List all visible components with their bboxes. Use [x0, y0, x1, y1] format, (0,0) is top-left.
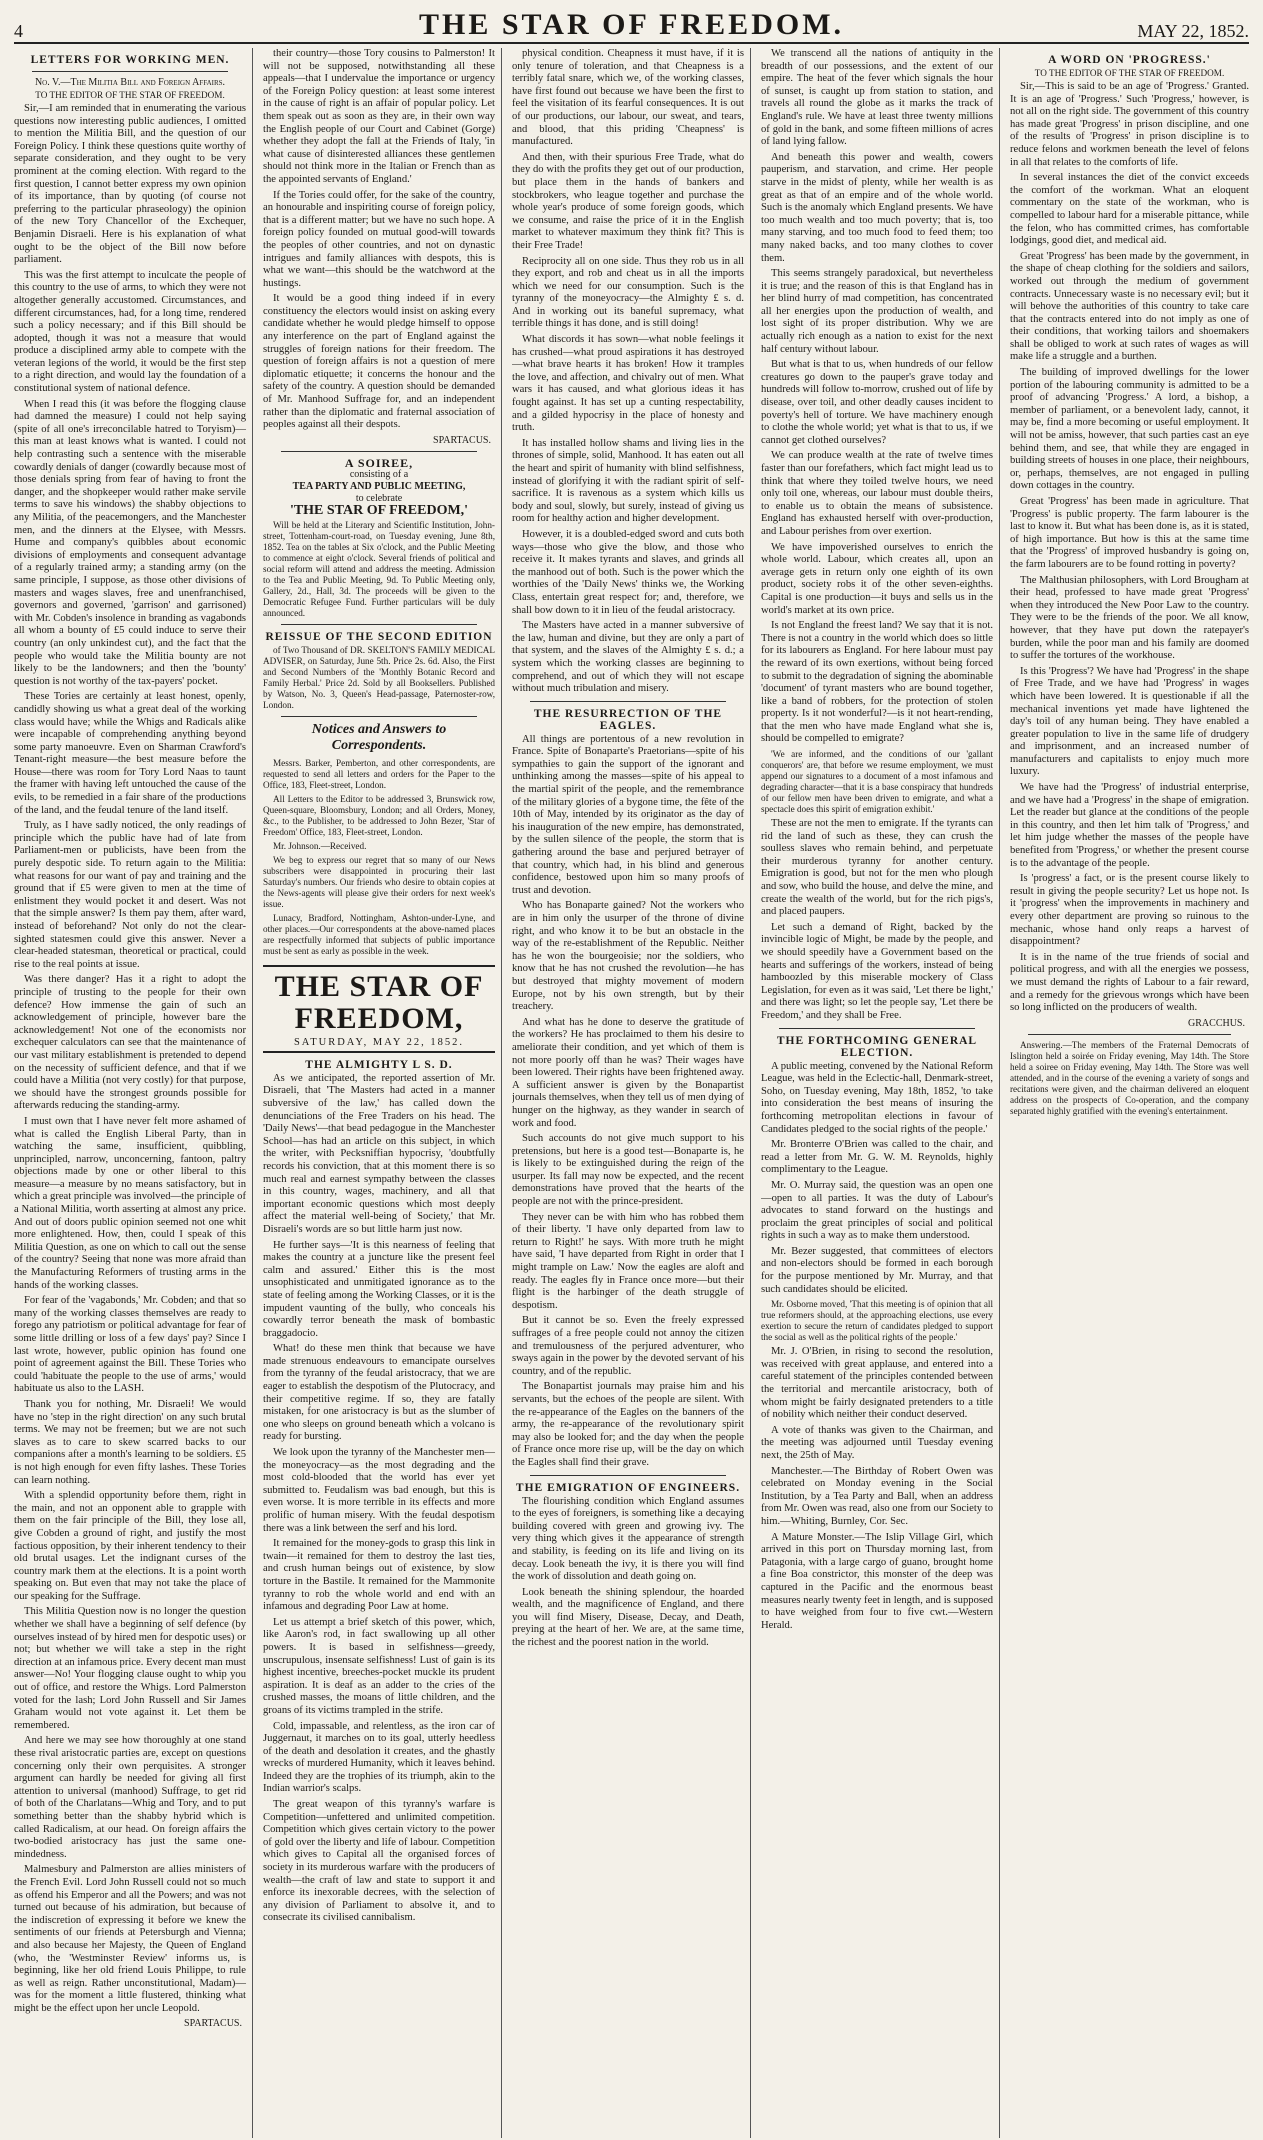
article-title: THE FORTHCOMING GENERAL ELECTION. [776, 1034, 978, 1059]
article-title: THE EMIGRATION OF ENGINEERS. [515, 1481, 741, 1494]
notice-item: Messrs. Barker, Pemberton, and other correspondents, are requested to send all letters and orders for the Paper to the Office, 183, Fleet-street, London. [263, 757, 495, 790]
paragraph: If the Tories could offer, for the sake of the country, an honourable and inspiriting course of foreign policy, that is a different matter; but we have no such hope. A foreign policy founded on mutual good-will towards the peoples of other countries, and not on dynastic intrigues and family alliances with despots, this is what we want—this should be the watchword at the hustings. [263, 189, 495, 289]
paragraph: It would be a good thing indeed if in every constituency the electors would insist on asking every candidate whether he would pledge himself to oppose any interference on the part of England against the struggles of foreign nations for their freedom. The question of foreign affairs is not a question of mere diplomatic etiquette; it concerns the honour and the safety of the country. A question should be demanded of Mr. Manhood Suffrage for, and an independent rather than the diplomatic and fraternal association of peoples against all their despots. [263, 293, 495, 431]
paragraph: However, it is a doubled-edged sword and cuts both ways—those who give the blow, and those who receive it. It makes tyrants and slaves, and grinds all the manhood out of both. Such is the power which the worthies of the 'Daily News' thinks we, the Working Class, entertain great respect for; and, therefore, we shall bow down to it in lieu of the feudal aristocracy. [512, 528, 744, 616]
quoted-paragraph: 'We are informed, and the conditions of our 'gallant conquerors' are, that before we resume employment, we must append our signatures to a document of a most infamous and degrading character—that it is a base conspiracy that hundreds of our fellow men have been driven to emigrate, and what a spectacle does this spirit of emigration exhibit.' [761, 749, 993, 815]
column-1 [14, 48, 253, 2138]
divider [32, 71, 228, 72]
section-date: SATURDAY, MAY 22, 1852. [263, 1037, 495, 1053]
paragraph: With a splendid opportunity before them, right in the main, and not an opponent able to grapple with them on the fair principle of the Bill, they lose all, give Cobden a ground of right, and justify the most factious opposition, by their inherent tendency to their old brutal usages. Let the indignant curses of the country mark them at the elections. It is a point worth speaking on. But even that may not take the place of our speaking for the Suffrage. [14, 1490, 246, 1602]
paragraph: We transcend all the nations of antiquity in the breadth of our possessions, and the extent of our empire. The heat of the fever which signals the hour of sunset, is caught up from station to station, and travels all round the globe as it marks the track of England's rule. We have at least three twenty millions of gold in the bank, and some fifteen millions of acres of land lying fallow. [761, 48, 993, 148]
paragraph: He further says—'It is this nearness of feeling that makes the country at a juncture like the present feel calm and assured.' Either this is the most unsophisticated and unmitigated ignorance as to the state of feeling among the Working Classes, or it is the impudent vaunting of the bully, who conceals his cowardly terror beneath the mask of bombastic braggadocio. [263, 1239, 495, 1339]
notice-line: consisting of a [349, 468, 409, 480]
paragraph: A public meeting, convened by the National Reform League, was held in the Eclectic-hall, Denmark-street, Soho, on Tuesday evening, May 18th, 1852, 'to take into consideration the best means of insuring the forthcoming metropolitan elections in favour of Candidates pledged to the social rights of the people.' [761, 1060, 993, 1135]
page-number: 4 [14, 21, 23, 41]
reissue-title: REISSUE OF THE SECOND EDITION [265, 630, 493, 643]
paragraph: In several instances the diet of the convict exceeds the comfort of the workman. What an eloquent commentary on the state of the workman, who is compelled to labour hard for a miserable pittance, while the felon, who has committed crimes, has comfortable lodgings, good diet, and medical aid. [1010, 172, 1249, 247]
newspaper-title: THE STAR OF FREEDOM. [418, 8, 845, 41]
paragraph: And then, with their spurious Free Trade, what do they do with the profits they get out of our production, but place them in the hands of bankers and stockbrokers, who league together and purchase the whole year's produce of some foreign goods, which we consume, and raise the price of it in the English market to whatever maximum they think fit? This is their Free Trade! [512, 151, 744, 251]
paragraph: What discords it has sown—what noble feelings it has crushed—what proud aspirations it has destroyed—what brave hearts it has broken! How it tramples the love, and affection, and chivalry out of men. What wars it has caused, and what glorious ideas it has fought against. It has set up a cunting respectability, and a gilded hypocrisy in the place of honesty and truth. [512, 334, 744, 434]
notice-item: Mr. Johnson.—Received. [273, 840, 367, 851]
column-5 [1010, 48, 1249, 2138]
notice-line: TEA PARTY AND PUBLIC MEETING, [292, 480, 466, 492]
paragraph: And what has he done to deserve the gratitude of the workers? He has proclaimed to them his desire to ameliorate their condition, and yet which of them is not more poorly off than he was? Their wages have been lowered. Their rights have been frightened away. A sufficient answer is given by the Bonapartist journals themselves, when they tell us of men dying of hunger on the highway, as they wander in search of work and food. [512, 1016, 744, 1129]
paragraph: We have impoverished ourselves to enrich the whole world. Labour, which creates all, upon an average gets in return only one eighth of its own product, society robs it of the other seven-eighths. Capital is one production—it buys and sells us in the world's market at its own price. [761, 541, 993, 616]
paragraph: And beneath this power and wealth, cowers pauperism, and starvation, and crime. Her people starve in the midst of plenty, while her wealth is as great as that of an empire and of the whole world. Such is the anomaly which England presents. We have too much wealth and too much poverty; that is, too many starving, and too much food to feed them; too many naked backs, and too many clothes to cover them. [761, 151, 993, 264]
notices-heading: Notices and Answers to Correspondents. [311, 721, 447, 753]
paragraph: Let us attempt a brief sketch of this power, which, like Aaron's rod, in fact swallowing up all other powers. It is based in selfishness—greedy, unscrupulous, insensate selfishness! Lust of gain is its highest incentive, breeches-pocket muckle its prudent aspiration. It is deaf as an adder to the cries of the crushed masses, the moans of little children, and the groans of its victims trampled in the strife. [263, 1616, 495, 1716]
paragraph: The great weapon of this tyranny's warfare is Competition—unfettered and unlimited competition. Competition which gives certain victory to the power of gold over the liberty and life of labour. Competition which gives to Capital all the organised forces of society in its murderous warfare with the producers of wealth—the craft of law and state to support it and enforce its inexorable decrees, with the selection of any division of Parliament to absolve it, and to consecrate its civilised cannibalism. [263, 1799, 495, 1924]
paragraph: The building of improved dwellings for the lower portion of the labouring community is admitted to be a proof of advancing 'Progress.' A lord, a bishop, a member of parliament, or a benevolent lady, cannot, it may be, find a more becoming or useful employment. It will not be amiss, however, that such parties cast an eye behind them, and see, that while they are engaged in building streets of houses in one place, their neighbours, or, perhaps, themselves, are not engaged in pulling down cottages in the country. [1010, 367, 1249, 492]
divider [530, 701, 726, 702]
to-editor: TO THE EDITOR OF THE STAR OF FREEDOM. [35, 90, 225, 100]
paragraph: Look beneath the shining splendour, the hoarded wealth, and the magnificence of England, and there you will find Misery, Disease, Decay, and Death, preying at the heart of her. We are, at the same time, the richest and the poorest nation in the world. [512, 1586, 744, 1649]
divider [530, 1475, 726, 1476]
paragraph: What! do these men think that because we have made strenuous endeavours to emancipate ourselves from the tyranny of the feudal aristocracy, that we are eager to establish the despotism of the Plutocracy, and their competitive regime. If so, they are fatally mistaken, for one aristocracy is but as the slumber of one who sleeps on ground beneath which a volcano is ready for bursting. [263, 1343, 495, 1443]
paragraph: They never can be with him who has robbed them of their liberty. 'I have only departed from law to return to Right!' he says. With more truth he might have said, 'I have departed from Right in order that I might trample on Law.' Now the eagles are aloft and ready. The eagles fly in France once more—but their flight is the harbinger of the death struggle of despotism. [512, 1211, 744, 1311]
paragraph: This Militia Question now is no longer the question whether we shall have a beginning of self defence (by ourselves instead of by hired men for despotic uses) or not; but whether we will take a step in the right direction at an infamous price. Every decent man must answer—No! Your flogging clause ought to whip you out of office, and restore the Whigs. Lord Palmerston voted for the lash; Lord John Russell and Sir James Graham would not vote against it. Let them be remembered. [14, 1606, 246, 1731]
footnote: Answering.—The members of the Fraternal Democrats of Islington held a soirée on Friday evening, May 14th. The Store held a soiree on Friday evening, May 14th. The Store was well attended, and in the course of the evening a variety of songs and recitations were given, and the chairman delivered an eloquent address on the prospects of Co-operation, and the company separated highly gratified with the evening's entertainment. [1010, 1039, 1249, 1116]
divider [281, 451, 477, 452]
progress-heading: A WORD ON 'PROGRESS.' [1048, 54, 1211, 66]
reissue-body: of Two Thousand of DR. SKELTON'S FAMILY MEDICAL ADVISER, on Saturday, June 5th. Price 2s. 6d. Also, the First and Second Numbers of the 'Monthly Botanic Record and Family Herbal.' Price 2d. Sold by all Booksellers. Published by Watson, No. 3, Queen's Head-passage, Paternoster-row, London. [263, 644, 495, 710]
paragraph: Is 'progress' a fact, or is the present course likely to result in giving the people security? Let us hope not. Is it 'progress' when the improvements in machinery and every other department are proving so ruinous to the mechanic, whose hand only reaps a harvest of disappointment? [1010, 873, 1249, 948]
to-editor: TO THE EDITOR OF THE STAR OF FREEDOM. [1034, 68, 1225, 78]
paragraph: We can produce wealth at the rate of twelve times faster than our forefathers, which fact might lead us to think that where they toiled twelve hours, we need only toil one, whereas, our labour must double theirs, to enable us to obtain the means of subsistence. England has exhausted herself with over-production, and Labour perishes from over exertion. [761, 450, 993, 537]
paragraph: We look upon the tyranny of the Manchester men—the moneyocracy—as the most degrading and the most cold-blooded that the world has ever yet submitted to. Feudalism was bad enough, but this is even worse. It is more terrible in its effects and more prolific of human misery. With the feudal despotism there was a link between the serf and his lord. [263, 1447, 495, 1534]
notice-item: All Letters to the Editor to be addressed 3, Brunswick row, Queen-square, Bloomsbury, London; and all Orders, Money, &c., to the Publisher, to be addressed to John Bezer, 'Star of Freedom' Office, 183, Fleet-street, London. [263, 793, 495, 837]
notice-body: Will be held at the Literary and Scientific Institution, John-street, Tottenham-court-road, on Tuesday evening, June 8th, 1852. Tea on the tables at Six o'clock, and the Public Meeting to commence at eight o'clock. Several friends of political and social reform will attend and address the meeting. Admission to the Tea and Public Meeting, 9d. To Public Meeting only, Gallery, 2d., Hall, 3d. The proceeds will be given to the Democratic Refugee Fund. Further particulars will be duly announced. [263, 519, 495, 618]
paragraph: A vote of thanks was given to the Chairman, and the meeting was adjourned until Tuesday evening next, the 25th of May. [761, 1424, 993, 1461]
signoff: SPARTACUS. [433, 434, 491, 446]
paragraph: The Masters have acted in a manner subversive of the law, human and divine, but they are only a part of that system, and the slaves of the Almighty £ s. d.; a system which the working classes are beginning to comprehend, and out of which they will not escape without much tribulation and misery. [512, 620, 744, 695]
paragraph: It has installed hollow shams and living lies in the thrones of simple, solid, Manhood. It has eaten out all the heart and spirit of humanity with blind selfishness, instead of glorifying it with the radiant spirit of self-sacrifice. It is ravenous as a system which kills us body and soul, slowly, but surely, instead of giving us room for healthy action and higher development. [512, 437, 744, 525]
paragraph: All things are portentous of a new revolution in France. Spite of Bonaparte's Praetorians—spite of his sympathies to gain the support of the ignorant and unthinking among the masses—spite of his appeal to the martial spirit of the people, and the remembrance of the military glories of a bygone time, the fête of the 10th of May, intended by its originator as the day of his inauguration of the new empire, has demonstrated, by the sullen silence of the people, the storm that is gathering around the base and perjured betrayer of that country, which had, in his blind and generous confidence, bestowed upon him so many proofs of trust and devotion. [512, 733, 744, 896]
column-3 [512, 48, 751, 2138]
notice-line: to celebrate [355, 492, 403, 504]
divider [281, 716, 477, 717]
paragraph: physical condition. Cheapness it must have, if it is only tenure of toleration, and that Cheapness is a terribly fatal snare, which we, of the working classes, have first found out because we have been the first to feel the visitation of its fearful consequences. It is out of our productions, our labour, our sweat, and tears, and blood, that this priding 'Cheapness' is manufactured. [512, 48, 744, 148]
paragraph: Sir,—I am reminded that in enumerating the various questions now interesting public audiences, I omitted to mention the Militia Bill, and the question of our Foreign Policy. I think these questions quite worthy of separate consideration, and they ought to be very prominent at the coming election. With regard to the first question, I cannot better express my own opinion of its importance, than by quoting (of course not preferring to the particular phraseology) the opinion of the new Tory Chancellor of the Exchequer, Benjamin Disraeli. Here is his explanation of what ought to be the object of the Bill now before parliament. [14, 103, 246, 266]
divider [779, 1028, 975, 1029]
paragraph: Sir,—This is said to be an age of 'Progress.' Granted. It is an age of 'Progress.' Such 'Progress,' however, is not all on the right side. The government of this country has made great 'Progress' in prison discipline, and one of the results of 'Progress' in prison discipline is to reduce felons and workmen beneath the level of felons in all that relates to the comforts of life. [1010, 81, 1249, 168]
notice-line: 'THE STAR OF FREEDOM,' [289, 502, 469, 518]
paragraph: It remained for the money-gods to grasp this link in twain—it remained for them to destroy the last ties, and crush human beings out of existence, by slow torture in the Bastile. It remained for the Mammonite tyranny to rob the whole world and end with an infamous and degrading Poor Law at home. [263, 1538, 495, 1613]
columns [14, 48, 1249, 2138]
paragraph: Truly, as I have sadly noticed, the only readings of principle which the public have had of late from Parliament-men or publicists, have been from the purely despotic side. To return again to the Militia: what reasons for our want of pay and training and the ground that if £5 were given to men at the time of enlistment they would pocket it and desert. Was not that the simple answer? Is them pay them, after ward, instead of beforehand? Not only do not the clear-sighted statesmen could give this answer. Never a clear-headed statesman, theoretical or practical, could rise to the real points at issue. [14, 820, 246, 970]
paragraph: Was there danger? Has it a right to adopt the principle of trusting to the people for their own defence? How immense the gain of such an acknowledgement of principle, however bare the acknowledgement! Not one of the economists nor exchequer calculators can see that the maintenance of our vast military establishment is pretended to depend on the necessity of sufficient defence, and that if we could have a Militia (not very costly) for that purpose, we should have the strongest grounds possible for afterwards reducing the standing-army. [14, 974, 246, 1112]
paragraph: It is in the name of the true friends of social and political progress, and with all the energies we possess, we must demand the rights of Labour to a fair reward, and a remedy for the grievous wrongs which have been so long inflicted on the producers of wealth. [1010, 951, 1249, 1014]
paragraph: Mr. Bezer suggested, that committees of electors and non-electors should be formed in each borough for the purpose mentioned by Mr. Murray, and that such candidates should be elicited. [761, 1245, 993, 1295]
paragraph: As we anticipated, the reported assertion of Mr. Disraeli, that 'The Masters had acted in a manner subversive of the law,' has called down the denunciations of the Free Traders on his head. The 'Daily News'—that bead pedagogue in the Manchester School—has had an article on this subject, in which the writer, with Pecksniffian hypocrisy, 'doubtfully records his conviction, that at this moment there is so much real and earnest sympathy between the classes in this country, wages, machinery, and all that important economic questions which most deeply affect the material well-being of Society,' that Mr. Disraeli's words are so but little harm just now. [263, 1072, 495, 1235]
column-4 [761, 48, 1000, 2138]
paragraph: Mr. J. O'Brien, in rising to second the resolution, was received with great applause, and entered into a careful statement of the principles contended between the territorial and mercantile aristocracy, both of whom might be fairly designated pretenders to a title of nobility which neither their conduct deserved. [761, 1346, 993, 1421]
paragraph: But what is that to us, when hundreds of our fellow creatures go down to the pauper's grave today and hundreds will follow to-morrow, crushed out of life by disease, over toil, and other deadly causes incident to poverty's hell of torture. We have machinery enough to clothe the whole world; yet what is that to us, if we cannot get clothed ourselves? [761, 359, 993, 446]
paragraph: Thank you for nothing, Mr. Disraeli! We would have no 'step in the right direction' on any such brutal terms. We may not be freemen; but we are not such slaves as to care to skew scarred backs to our companions after a month's learning to be soldiers. £5 is not high enough for even fifty lashes. These Tories can learn nothing. [14, 1398, 246, 1486]
article-title: THE RESURRECTION OF THE EAGLES. [533, 707, 723, 732]
section-title: THE STAR OF FREEDOM, [263, 965, 495, 1035]
paragraph: These are not the men to emigrate. If the tyrants can rid the land of such as these, they can crush the soulless slaves who remain behind, and perpetuate their murderous tyranny for another century. Emigration is good, but not for the men who plough and sow, who build the house, and delve the mine, and create the wealth of the world, but for the rich pigs's, and placed paupers. [761, 818, 993, 918]
soiree-notice [263, 457, 495, 517]
paragraph: The Bonapartist journals may praise him and his servants, but the echoes of the people are silent. With the re-appearance of the Eagles on the banners of the army, the re-appearance of the revolutionary spirit may also be looked for; and the day when the people of France once more rise up, will be the day on which the Eagles shall find their grave. [512, 1381, 744, 1468]
paragraph: Great 'Progress' has been made in agriculture. That 'Progress' is public property. The farm labourer is the last to know it. But what has been done is, as it is stated, of high importance. But how is this at the same time that the 'Progress' of improved husbandry is going on, the farm labourers are to be found rotting in poverty? [1010, 496, 1249, 570]
paragraph: This seems strangely paradoxical, but nevertheless it is true; and the reason of this is that England has in her blind hurry of mad competition, has concentrated all her energies upon the production of wealth, and lost sight of its proper distribution. Why we are actually rich enough as a nation to exist for the next half century without labour. [761, 268, 993, 355]
paragraph: We have had the 'Progress' of industrial enterprise, and we have had a 'Progress' in the shape of emigration. Let the reader but glance at the conditions of the people in this country, and then let him talk of 'Progress,' and let him judge whether the masses of the people have benefited from 'Progress,' or whether the present course is to the advantage of the people. [1010, 782, 1249, 869]
column-2 [263, 48, 502, 2138]
paragraph: Is not England the freest land? We say that it is not. There is not a country in the world which does so little for its labourers as England. For here labour must pay the reward of its own exertions, without being forced to submit to the degradation of signing the abominable 'document' of tyrant masters who are bound together, like a band of robbers, for the protection of stolen property. Is it not wonderful?—is it not heart-rending, that the men who have made England what she is, should be compelled to emigrate? [761, 620, 993, 745]
letters-heading: LETTERS FOR WORKING MEN. [30, 54, 230, 66]
paragraph: The flourishing condition which England assumes to the eyes of foreigners, is something like a decaying building covered with green and growing ivy. The very thing which gives it the appearance of strength and stability, is feeding on its life and living on its decay. Look beneath the ivy, it is there you will find the work of dissolution and death going on. [512, 1495, 744, 1583]
issue-date: MAY 22, 1852. [1137, 21, 1249, 41]
paragraph: The Malthusian philosophers, with Lord Brougham at their head, professed to have made great 'Progress' when they introduced the New Poor Law to the country. They were to be the friends of the poor. We all know, however, that they have put down the ratepayer's burden, while the poor man and his family are doomed to suffer the tortures of the workhouse. [1010, 574, 1249, 662]
signoff: GRACCHUS. [1188, 1017, 1245, 1029]
article-title: THE ALMIGHTY L S. D. [305, 1058, 453, 1071]
paragraph: Manchester.—The Birthday of Robert Owen was celebrated on Monday evening in the Social Institution, by a Tea Party and Ball, when an address from Mr. Owen was read, also one from our Society to him.—Whiting, Burnley, Cor. Sec. [761, 1465, 993, 1527]
paragraph: Let such a demand of Right, backed by the invincible logic of Might, be made by the people, and we should speedily have a Government based on the hearts and sufferings of the workers, instead of being hamboozled by this miserable mockery of Class Legislation, for even as it was said, 'Let there be light,' and there was light; so let the people say, 'Let there be Freedom,' and they shall be Free. [761, 921, 993, 1021]
paragraph: These Tories are certainly at least honest, openly, candidly showing us what a great deal of the working class would have; while the Whigs and Radicals alike were incapable of comprehending anything beyond some party manoeuvre. Even on Sharman Crawford's Tenant-right measure—the best measure before the House—there was room for Tory Lord Naas to taunt the framer with having left untouched the cause of the evils, to be remedied in a fair share of the productions of the land, and the feudal tenure of the land itself. [14, 691, 246, 816]
notice-item: Lunacy, Bradford, Nottingham, Ashton-under-Lyne, and other places.—Our correspondents at the above-named places are respectfully informed that subjects of public importance must be sent as early as possible in the week. [263, 912, 495, 956]
paragraph: I must own that I have never felt more ashamed of what is called the English Liberal Party, than in watching the same, insufficient, quibbling, unprincipled, narrow, unconcerning, fantoon, paltry objections made by one or other liberal to this measure—a measure by no means satisfactory, but in which a great principle was involved—the principle of a National Militia, worth asserting at almost any price. And out of doors public opinion seemed not one whit more enlightened. How, then, could I speak of this Militia Question, as one on which to call out the sense of the country? Seeing that none was more afraid than the Manufacturing Reformers of trusting arms in the hands of the working classes. [14, 1115, 246, 1291]
paragraph: Great 'Progress' has been made by the government, in the shape of cheap clothing for the soldiers and sailors, worked out through the medium of government contracts. Unnecessary waste is no necessary evil; but it will behove the authorities of this country to take care that the contracts entered into do not imply as one of their conditions, that working tailors and shoemakers shall be obliged to work at such rates of wages as will make life a struggle and a burthen. [1010, 250, 1249, 363]
letters-subheading: No. V.—The Militia Bill and Foreign Affairs. [34, 77, 226, 88]
paragraph: Such accounts do not give much support to his pretensions, but here is a good test—Bonaparte is, he is likely to be extinguished during the reign of the usurper. Its fall may now be expected, and the recent demonstrations have proved that the hearts of the people are not with the prince-president. [512, 1133, 744, 1208]
divider [1028, 1034, 1231, 1035]
paragraph: Mr. O. Murray said, the question was an open one—open to all parties. It was the duty of Labour's advocates to stand forward on the hustings and proclaim the great principles of social and political rights in such a way as to make them understood. [761, 1179, 993, 1242]
paragraph: A Mature Monster.—The Islip Village Girl, which arrived in this port on Thursday morning last, from Patagonia, with a large cargo of guano, brought home a fine Boa constrictor, this monster of the deep was captured in the Pacific and the enormous beast measures nearly twenty feet in length, and is supposed to have weighed from four to five cwt.—Western Herald. [761, 1531, 993, 1631]
signoff: SPARTACUS. [184, 2018, 242, 2030]
paragraph: For fear of the 'vagabonds,' Mr. Cobden; and that so many of the working classes themselves are ready to forego any patriotism or political advantage for fear of some little drilling or loss of a few days' pay? Since I last wrote, however, public opinion has found one point of agreement against the Bill. These Tories who could 'habituate the people to the use of arms,' would habituate us also to the LASH. [14, 1295, 246, 1395]
paragraph: their country—those Tory cousins to Palmerston! It will not be supposed, notwithstanding all these appeals—that I undervalue the importance or urgency of the Foreign Policy question: at least some interest in the cause of right is an affair of popular policy. Let them speak out as soon as they are, in their own way the English people of our Court and Cabinet (Gorge) whether they adopt the fall at the Friends of Italy, 'in what cause of disinterested alliances these gentlemen should not think more in the Italian or French than as the appointed servants of England.' [263, 48, 495, 185]
paragraph: Cold, impassable, and relentless, as the iron car of Juggernaut, it marches on to its goal, utterly heedless of the death and desolation it creates, and the ghastly wrecks of murdered Humanity, which it leaves behind. Indeed they are the trophies of its triumph, akin to the Indian warrior's scalps. [263, 1720, 496, 1795]
notice-item: We beg to express our regret that so many of our News subscribers were disappointed in procuring their last Saturday's numbers. Our friends who desire to obtain copies at the News-agents will please give their orders for next week's issue. [263, 854, 495, 909]
paragraph: When I read this (it was before the flogging clause had damned the measure) I could not help saying (spite of all one's irreconcilable hatred to Toryism)—this man at least knows what is wanted. I could not help contrasting such a sentence with the miserable cowardly denials of danger (cowardly because most of those denials spring from fear of having to front the danger, and the shopkeeper would rather make servile terms to save his windows) the shabby objections to any Militia, of the peacemongers, and the Manchester men, and the dinners at the Elysee, with Messrs. Hume and company's quibbles about economic divisions of employments and consequent advantage of a regularly trained army; a standing army (on the same principle, I suppose, as those other divisions of masters and wages slaves, free and unenfranchised, governors and governed, 'garrison' and garrisoned) with Mr. Cobden's insolence in branding as vagabonds all whom a bounty of £5 could induce to serve their country (an only unkindest cut), and the fact that the people who would take the Militia bounty are not likely to be the landowners; and then the 'bounty' question is not worthy of the tax-payers' pocket. [14, 398, 246, 687]
quoted-paragraph: Mr. Osborne moved, 'That this meeting is of opinion that all true reformers should, at the approaching elections, use every exertion to secure the return of candidates pledged to support the social as well as the political rights of the people.' [761, 1299, 993, 1343]
paragraph: Reciprocity all on one side. Thus they rob us in all they export, and rob and cheat us in all the imports which we need for our consumption. Such is the tyranny of the moneyocracy—the Almighty £ s. d. And in working out its baneful supremacy, what terrible things it has done, and is still doing! [512, 255, 744, 330]
paragraph: This was the first attempt to inculcate the people of this country to the use of arms, to which they were not altogether generally accustomed. Circumstances, and different circumstances, had, for a long time, rendered such a policy necessary; and if this Bill should be adopted, though it was not a measure that would produce a disciplined army able to compete with the veteran legions of the world, it would be the first step to a right direction, and would lay the foundation of a constitutional system of national defence. [14, 269, 246, 395]
paragraph: And here we may see how thoroughly at one stand these rival aristocratic parties are, except on questions concerning only their own perquisites. A stronger argument can hardly be needed for giving all first attention to universal (manhood) Suffrage, to get rid of both of the Charlatans—Whig and Tory, and to put something better than the shabby hybrid which is called Radicalism, at our head. On foreign affairs the two-bodied aristocracy has just the same one-mindedness. [14, 1735, 246, 1860]
masthead [14, 8, 1249, 44]
paragraph: But it cannot be so. Even the freely expressed suffrages of a free people could not annoy the citizen and tremulousness of the perjured adventurer, who sways again in the power by the devoted servant of his country, and of the republic. [512, 1315, 744, 1377]
notice-line: A SOIREE, [344, 455, 414, 470]
paragraph: Mr. Bronterre O'Brien was called to the chair, and read a letter from Mr. G. W. M. Reynolds, highly complimentary to the League. [761, 1139, 993, 1176]
paragraph: Who has Bonaparte gained? Not the workers who are in him only the usurper of the throne of divine right, and who know it to be but an obstacle in the way of the re-establishment of the Republic. Neither has he won the bourgeoisie; nor the soldiers, who know that he has not crushed the revolution—he has but destroyed that mighty movement of modern Europe, not by his own strength, but by their treachery. [512, 900, 744, 1013]
paragraph: Is this 'Progress'? We have had 'Progress' in the shape of Free Trade, and we have had 'Progress' in wages which have been lowered. It is questionable if all the mechanical inventions yet made have lightened the day's toil of any human being. They have enabled a greater population to live in the same life of drudgery and imprisonment, and an increased number of manufacturers and capitalists to enjoy much more luxury. [1010, 665, 1249, 778]
divider [281, 624, 477, 625]
paragraph: Malmesbury and Palmerston are allies ministers of the French Evil. Lord John Russell could not so much as offend his Emperor and all the Powers; and was not turned out because of his admiration, but because of the indiscretion of expressing it before we knew the sentiments of our friends at Petersburgh and Vienna; and also because her Majesty, the Queen of England (who, the 'Westminster Review' informs us, is beginning, like her old friend Louis Philippe, to rule as well as reign. Rather unconstitutional, Madam)—was for the moment a little flustered, thinking what might be the effect upon her uncle Leopold. [14, 1864, 246, 2014]
